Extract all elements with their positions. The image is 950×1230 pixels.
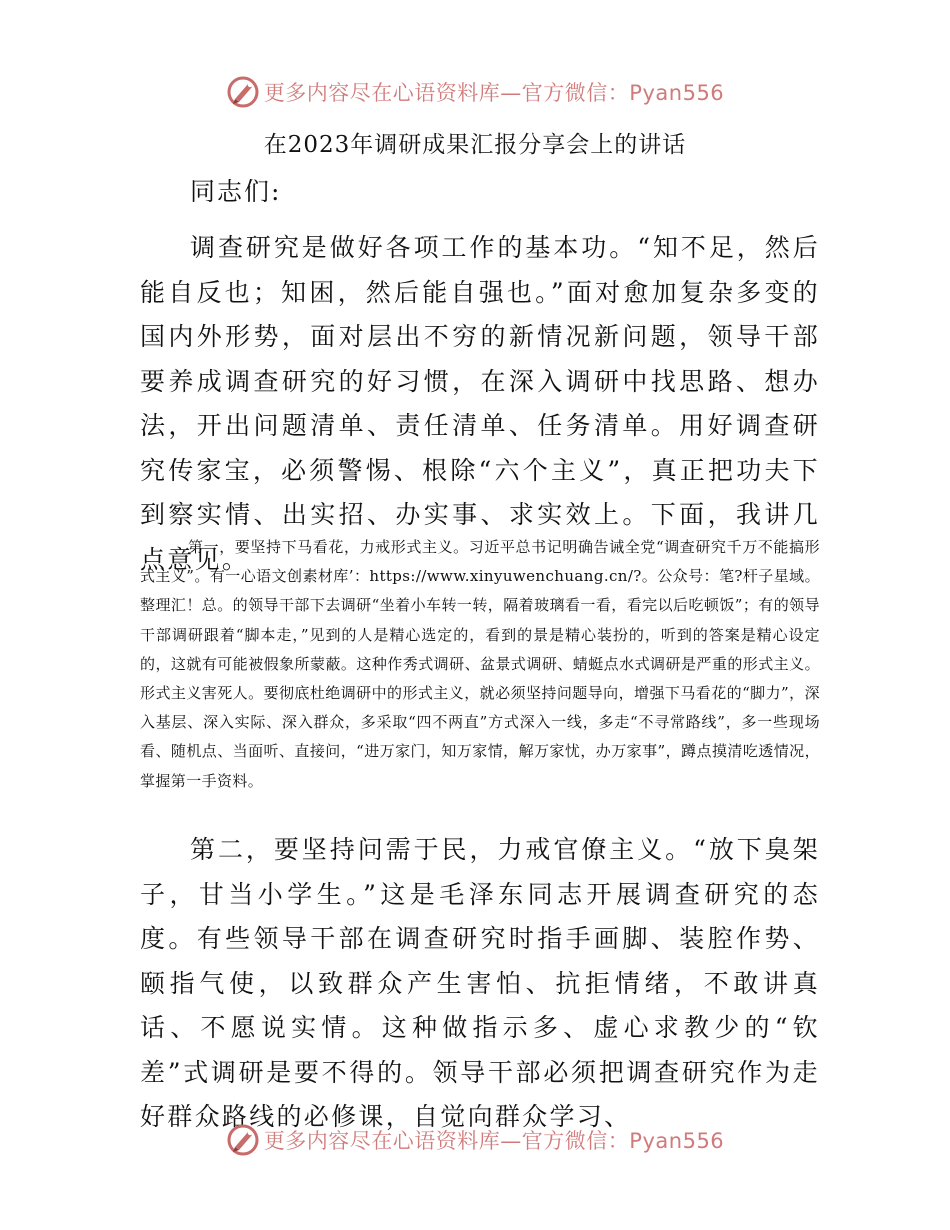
pen-circle-logo-icon (226, 75, 260, 109)
paragraph-second-point: 第二，要坚持问需于民，力戒官僚主义。“放下臭架子，甘当小学生。”这是毛泽东同志开展调查研究的态度。有些领导干部在调查研究时指手画脚、装腔作势、颐指气使，以致群众产生害怕、抗拒情绪，不敢讲真话、不愿说实情。这种做指示多、虚心求教少的“钦差”式调研是要不得的。领导干部必须把调查研究作为走好群众路线的必修课，自觉向群众学习、 (140, 835, 820, 1131)
banner-text: 更多内容尽在心语资料库—官方微信：Pyan556 (263, 81, 725, 105)
banner-text: 更多内容尽在心语资料库—官方微信：Pyan556 (263, 1129, 725, 1153)
greeting: 同志们: (190, 177, 282, 206)
header-banner (0, 72, 950, 112)
paragraph-intro: 调查研究是做好各项工作的基本功。“知不足，然后能自反也；知困，然后能自强也。”面对愈加复杂多变的国内外形势，面对层出不穷的新情况新问题，领导干部要养成调查研究的好习惯，在深入调研中找思路、想办法，开出问题清单、责任清单、任务清单。用好调查研究传家宝，必须警惕、根除“六个主义”，真正把功夫下到察实情、出实招、办实事、求实效上。下面，我讲几点意见。 (140, 233, 820, 574)
document-title: 在2023年调研成果汇报分享会上的讲话 (263, 132, 687, 158)
paragraph-first-point: 第一，要坚持下马看花，力戒形式主义。习近平总书记明确告诫全党“调查研究千万不能搞形式主义”。有一心语文创素材库’：https://www.xinyuwenchuang.cn/?。公众号：笔?杆子星域。整理汇！总。的领导干部下去调研“坐着小车转一转，隔着玻璃看一看，看完以后吃顿饭”；有的领导干部调研跟着“脚本走，”见到的人是精心选定的，看到的景是精心装扮的，听到的答案是精心设定的，这就有可能被假象所蒙蔽。这种作秀式调研、盆景式调研、蜻蜓点水式调研是严重的形式主义。形式主义害死人。要彻底杜绝调研中的形式主义，就必须坚持问题导向，增强下马看花的“脚力”，深入基层、深入实际、深入群众，多采取“四不两直”方式深入一线，多走“不寻常路线”，多一些现场看、随机点、当面听、直接问，“进万家门，知万家情，解万家忧，办万家事”，蹲点摸清吃透情况，掌握第一手资料。 (140, 538, 820, 790)
footer-banner (0, 1120, 950, 1160)
pen-circle-logo-icon (226, 1123, 260, 1157)
